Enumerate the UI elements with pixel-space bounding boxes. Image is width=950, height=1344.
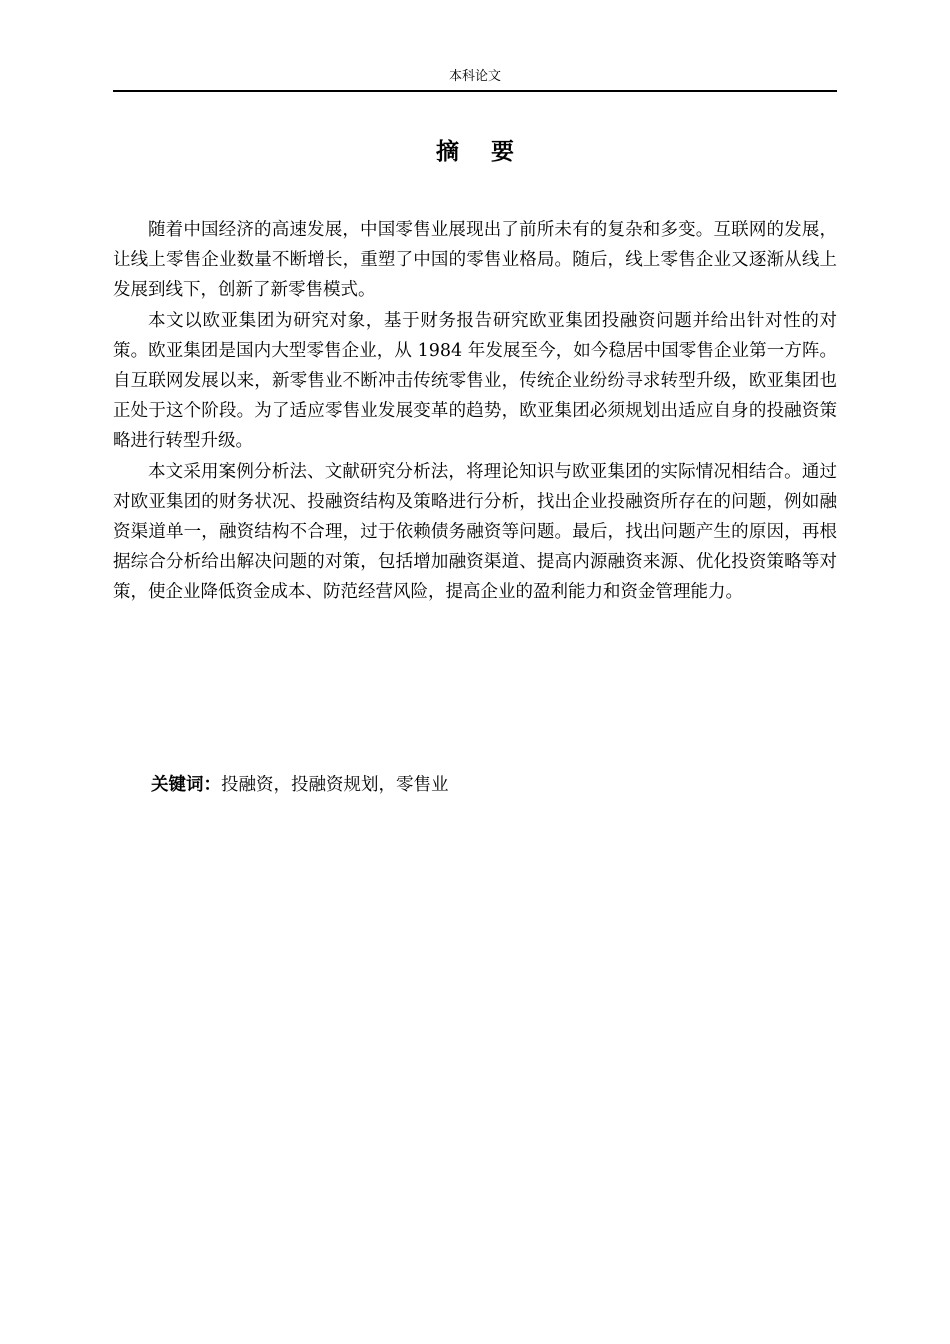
keywords-label: 关键词： <box>151 775 221 795</box>
page-header <box>113 66 837 92</box>
abstract-title: 摘 要 <box>435 138 526 165</box>
abstract-paragraph-1: 随着中国经济的高速发展，中国零售业展现出了前所未有的复杂和多变。互联网的发展，让线上零售企业数量不断增长，重塑了中国的零售业格局。随后，线上零售企业又逐渐从线上发展到线下，创新了新零售模式。 <box>113 220 837 301</box>
abstract-body <box>113 215 837 608</box>
keywords-list: 投融资，投融资规划，零售业 <box>221 775 449 795</box>
abstract-paragraph-3: 本文采用案例分析法、文献研究分析法，将理论知识与欧亚集团的实际情况相结合。通过对欧亚集团的财务状况、投融资结构及策略进行分析，找出企业投融资所存在的问题，例如融资渠道单一，融资结构不合理，过于依赖债务融资等问题。最后，找出问题产生的原因，再根据综合分析给出解决问题的对策，包括增加融资渠道、提高内源融资来源、优化投资策略等对策，使企业降低资金成本、防范经营风险，提高企业的盈利能力和资金管理能力。 <box>113 461 837 603</box>
abstract-paragraph-2: 本文以欧亚集团为研究对象，基于财务报告研究欧亚集团投融资问题并给出针对性的对策。欧亚集团是国内大型零售企业，从 1984 年发展至今，如今稳居中国零售企业第一方阵。自互联网发展以来，新零售业不断冲击传统零售业，传统企业纷纷寻求转型升级，欧亚集团也正处于这个阶段。为了适应零售业发展变革的趋势，欧亚集团必须规划出适应自身的投融资策略进行转型升级。 <box>113 310 837 452</box>
keywords-line <box>113 770 837 800</box>
running-title: 本科论文 <box>448 69 501 84</box>
